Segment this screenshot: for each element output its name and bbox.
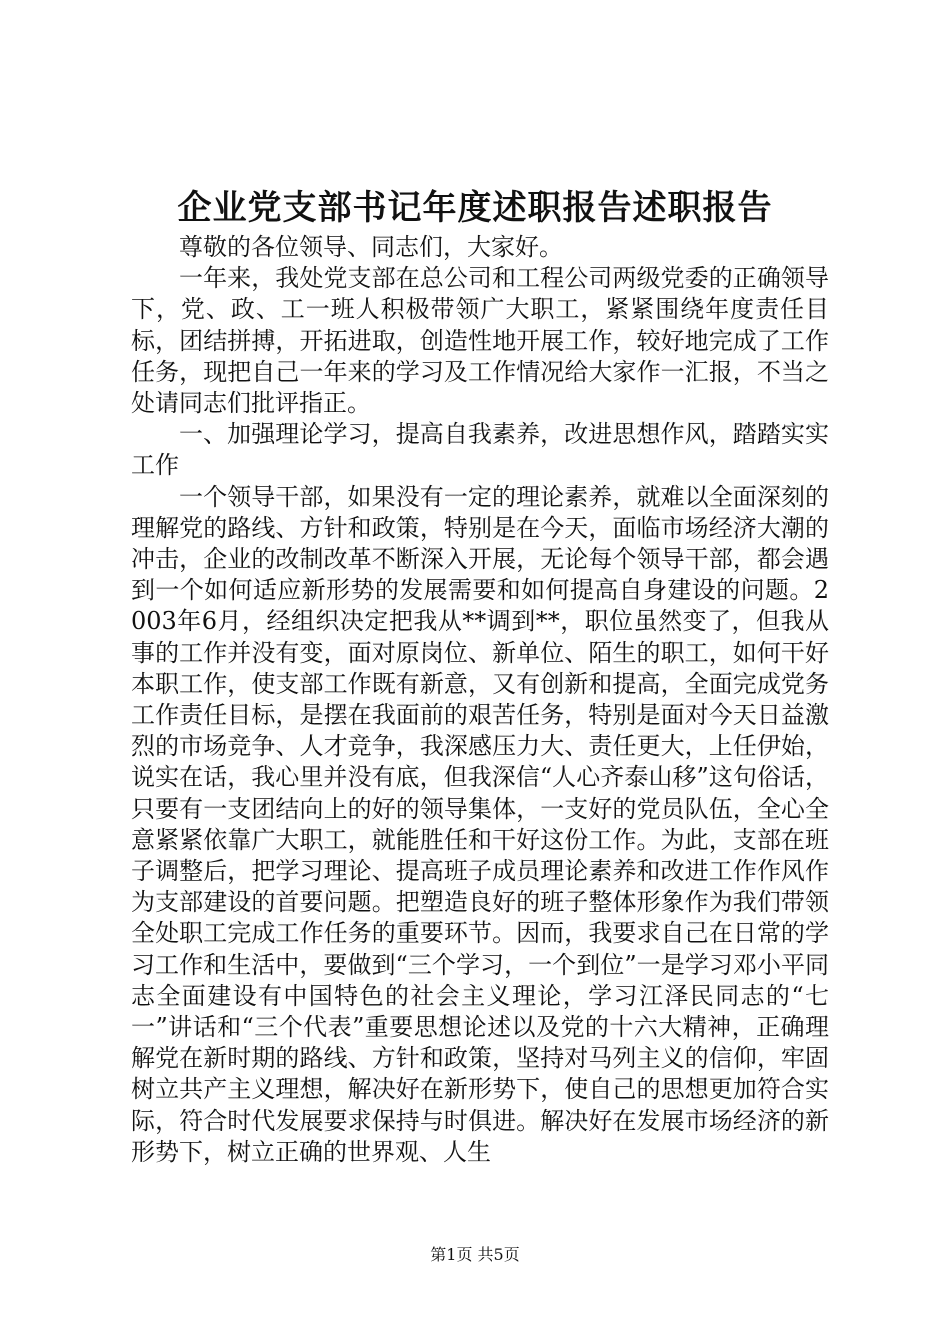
page-number: 第1页 共5页 [430, 1245, 520, 1264]
paragraph-greeting: 尊敬的各位领导、同志们，大家好。 [179, 233, 563, 261]
paragraph-intro: 一年来，我处党支部在总公司和工程公司两级党委的正确领导下，党、政、工一班人积极带领广大职工，紧紧围绕年度责任目标，团结拼搏，开拓进取，创造性地开展工作，较好地完成了工作任务，现把自己一年来的学习及工作情况给大家作一汇报，不当之处请同志们批评指正。 [131, 264, 829, 418]
paragraph-section-1: 一个领导干部，如果没有一定的理论素养，就难以全面深刻的理解党的路线、方针和政策，特别是在今天，面临市场经济大潮的冲击，企业的改制改革不断深入开展，无论每个领导干部，都会遇到一个如何适应新形势的发展需要和如何提高自身建设的问题。2003年6月，经组织决定把我从**调到**，职位虽然变了，但我从事的工作并没有变，面对原岗位、新单位、陌生的职工，如何干好本职工作，使支部工作既有新意，又有创新和提高，全面完成党务工作责任目标，是摆在我面前的艰苦任务，特别是面对今天日益激烈的市场竞争、人才竞争，我深感压力大、责任更大，上任伊始，说实在话，我心里并没有底，但我深信“人心齐泰山移”这句俗话，只要有一支团结向上的好的领导集体，一支好的党员队伍，全心全意紧紧依靠广大职工，就能胜任和干好这份工作。为此，支部在班子调整后，把学习理论、提高班子成员理论素养和改进工作作风作为支部建设的首要问题。把塑造良好的班子整体形象作为我们带领全处职工完成工作任务的重要环节。因而，我要求自己在日常的学习工作和生活中，要做到“三个学习，一个到位”一是学习邓小平同志全面建设有中国特色的社会主义理论，学习江泽民同志的“七一”讲话和“三个代表”重要思想论述以及党的十六大精神，正确理解党在新时期的路线、方针和政策，坚持对马列主义的信仰，牢固树立共产主义理想，解决好在新形势下，使自己的思想更加符合实际，符合时代发展要求保持与时俱进。解决好在发展市场经济的新形势下，树立正确的世界观、人生 [131, 482, 829, 1166]
section-heading-1: 一、加强理论学习，提高自我素养，改进思想作风，踏踏实实工作 [131, 420, 829, 480]
document-title: 企业党支部书记年度述职报告述职报告 [177, 188, 773, 228]
document-body [131, 232, 829, 1168]
